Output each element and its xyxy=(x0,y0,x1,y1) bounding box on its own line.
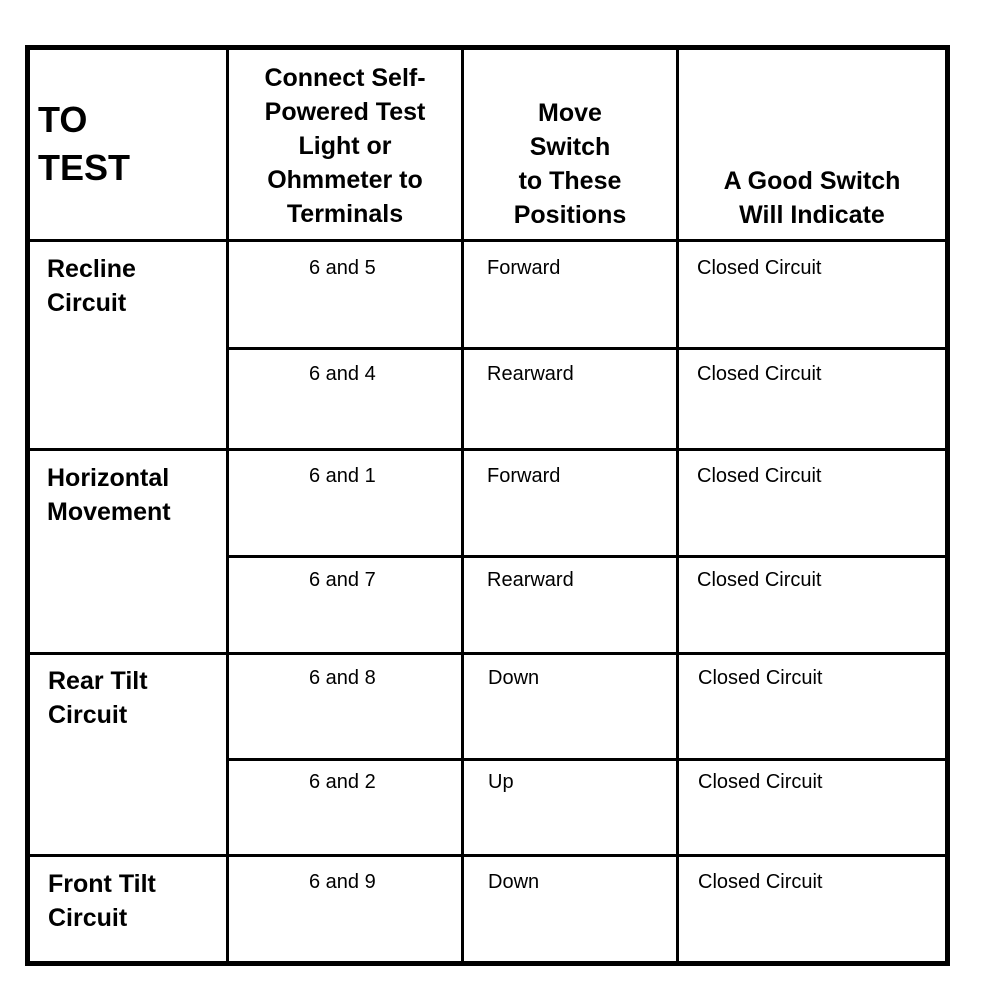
header-divider xyxy=(25,239,950,242)
header-connect-terminals: Connect Self- Powered Test Light or Ohmmeter to Terminals xyxy=(264,64,426,228)
result-cell: Closed Circuit xyxy=(698,771,823,793)
table-border-left xyxy=(25,45,30,966)
row-divider xyxy=(226,555,950,558)
result-cell: Closed Circuit xyxy=(697,363,822,385)
position-cell: Forward xyxy=(487,465,561,487)
group-divider xyxy=(25,854,950,857)
header-to-test: TO TEST xyxy=(38,99,131,188)
row-divider xyxy=(226,758,950,761)
terminals-cell: 6 and 9 xyxy=(309,871,376,893)
result-cell: Closed Circuit xyxy=(698,667,823,689)
terminals-cell: 6 and 7 xyxy=(309,569,376,591)
position-cell: Up xyxy=(488,771,514,793)
terminals-cell: 6 and 2 xyxy=(309,771,376,793)
group-label-recline: Recline Circuit xyxy=(47,255,136,317)
table-border-bottom xyxy=(25,961,950,966)
table-border-right xyxy=(945,45,950,966)
position-cell: Forward xyxy=(487,257,561,279)
group-divider xyxy=(25,652,950,655)
position-cell: Down xyxy=(488,667,540,689)
terminals-cell: 6 and 8 xyxy=(309,667,376,689)
terminals-cell: 6 and 1 xyxy=(309,465,376,487)
group-label-front-tilt: Front Tilt Circuit xyxy=(48,870,156,932)
result-cell: Closed Circuit xyxy=(698,871,823,893)
position-cell: Rearward xyxy=(487,569,574,591)
group-label-rear-tilt: Rear Tilt Circuit xyxy=(48,667,148,729)
header-good-switch: A Good Switch Will Indicate xyxy=(723,167,901,229)
group-label-horizontal: Horizontal Movement xyxy=(47,464,171,526)
group-divider xyxy=(25,448,950,451)
position-cell: Down xyxy=(488,871,540,893)
terminals-cell: 6 and 4 xyxy=(309,363,376,385)
terminals-cell: 6 and 5 xyxy=(309,257,376,279)
header-move-switch: Move Switch to These Positions xyxy=(513,99,627,229)
position-cell: Rearward xyxy=(487,363,574,385)
row-divider xyxy=(226,347,950,350)
result-cell: Closed Circuit xyxy=(697,465,822,487)
table-border-top xyxy=(25,45,950,50)
result-cell: Closed Circuit xyxy=(697,257,822,279)
result-cell: Closed Circuit xyxy=(697,569,822,591)
